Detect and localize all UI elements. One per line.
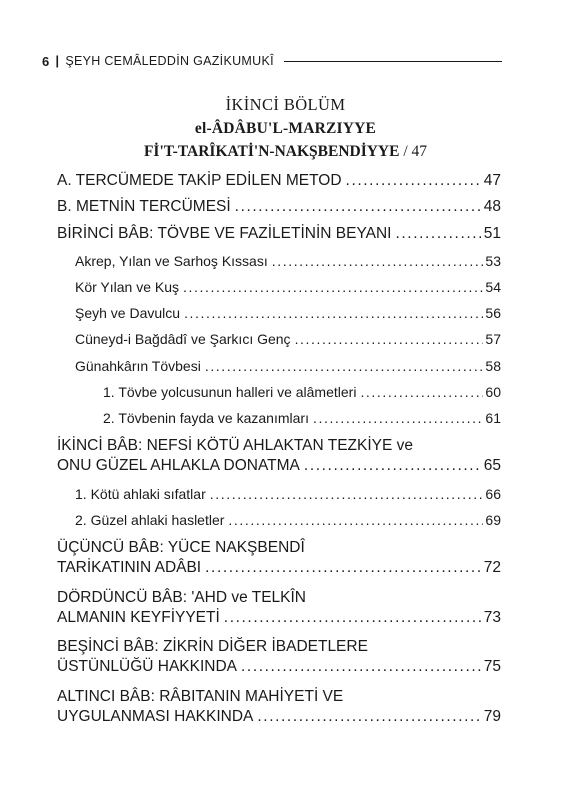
toc-entry-page: 61 xyxy=(485,409,501,426)
toc-entry xyxy=(57,271,501,297)
toc-entry-page: 60 xyxy=(485,383,501,400)
toc-entry-line-2 xyxy=(57,658,501,676)
toc-entry xyxy=(57,678,501,728)
header-separator: | xyxy=(55,54,60,68)
toc-entry xyxy=(57,579,501,629)
toc-entry-page: 51 xyxy=(483,224,501,242)
toc-entry-label-line-1: DÖRDÜNCÜ BÂB: 'AHD ve TELKÎN xyxy=(57,588,306,606)
toc-entry xyxy=(57,349,501,375)
toc-entry-page: 75 xyxy=(483,658,501,676)
toc-entry-label: 2. Güzel ahlaki hasletler xyxy=(75,511,225,528)
toc-entry xyxy=(57,477,501,503)
toc-leader-dots xyxy=(228,512,483,528)
toc-entry-page: 57 xyxy=(485,331,501,348)
toc-entry-page: 73 xyxy=(483,608,501,626)
toc-entry-label: 2. Tövbenin fayda ve kazanımları xyxy=(103,409,309,426)
toc-leader-dots xyxy=(224,609,482,627)
toc-entry xyxy=(57,629,501,679)
toc-entry-label: A. TERCÜMEDE TAKİP EDİLEN METOD xyxy=(57,172,342,190)
toc-entry-page: 56 xyxy=(485,305,501,322)
toc-entry-label-line-1: ÜÇÜNCÜ BÂB: YÜCE NAKŞBENDÎ xyxy=(57,539,305,557)
toc-entry-label-line-1: BEŞİNCİ BÂB: ZİKRİN DİĞER İBADETLERE xyxy=(57,638,368,656)
toc-entry-label-line-2: UYGULANMASI HAKKINDA xyxy=(57,707,254,725)
toc-entry xyxy=(57,323,501,349)
work-title-line-1: el-ÂDÂBU'L-MARZIYYE xyxy=(194,120,377,137)
toc-entry-label: BİRİNCİ BÂB: TÖVBE VE FAZİLETİNİN BEYANI xyxy=(57,224,392,242)
section-title: İKİNCİ BÖLÜM xyxy=(225,95,346,114)
toc-leader-dots xyxy=(235,198,482,216)
toc-leader-dots xyxy=(210,486,484,502)
toc-leader-dots xyxy=(313,410,483,426)
toc-leader-dots xyxy=(205,559,482,577)
toc-entry-line-2 xyxy=(57,457,501,475)
work-title-text: Fİ'T-TARÎKATİ'N-NAKŞBENDİYYE xyxy=(143,143,400,160)
toc-entry xyxy=(57,428,501,478)
toc-leader-dots xyxy=(395,225,481,243)
toc-entry-line-2 xyxy=(57,708,501,726)
toc-entry xyxy=(57,504,501,530)
toc-entry-label: Şeyh ve Davulcu xyxy=(75,305,181,322)
work-title-page: / 47 xyxy=(399,143,428,160)
toc-entry-line-2 xyxy=(57,559,501,577)
toc-entry-label: 1. Tövbe yolcusunun halleri ve alâmetleri xyxy=(103,383,357,400)
running-title: ŞEYH CEMÂLEDDİN GAZİKUMUKÎ xyxy=(65,54,274,68)
toc-leader-dots xyxy=(184,305,483,321)
toc-entry-page: 47 xyxy=(483,172,501,190)
toc-entry-label-line-2: ALMANIN KEYFİYYETİ xyxy=(57,608,220,626)
toc-entry xyxy=(57,166,501,192)
work-title-line-2 xyxy=(0,143,571,161)
toc-entry xyxy=(57,402,501,428)
toc-leader-dots xyxy=(257,708,481,726)
toc-leader-dots xyxy=(304,457,482,475)
toc-leader-dots xyxy=(360,384,483,400)
toc-entry-page: 72 xyxy=(483,559,501,577)
toc-entry-label-line-1: İKİNCİ BÂB: NEFSİ KÖTÜ AHLAKTAN TEZKİYE ve xyxy=(57,437,414,455)
toc-leader-dots xyxy=(241,658,482,676)
toc-entry-label: 1. Kötü ahlaki sıfatlar xyxy=(75,485,206,502)
toc-entry-page: 69 xyxy=(485,511,501,528)
toc-entry-page: 53 xyxy=(485,252,501,269)
toc-entry-label: Günahkârın Tövbesi xyxy=(75,357,201,374)
toc-entry xyxy=(57,297,501,323)
toc-entry-page: 65 xyxy=(483,457,501,475)
toc-entry-line-2 xyxy=(57,609,501,627)
toc-leader-dots xyxy=(205,358,484,374)
toc-entry-page: 54 xyxy=(485,278,501,295)
toc-entry-label: Kör Yılan ve Kuş xyxy=(75,278,180,295)
header-rule xyxy=(284,61,502,62)
toc-leader-dots xyxy=(346,172,482,190)
toc-entry-page: 58 xyxy=(485,357,501,374)
toc-entry-label-line-1: ALTINCI BÂB: RÂBITANIN MAHİYETİ VE xyxy=(57,687,344,705)
toc-leader-dots xyxy=(295,331,484,347)
toc-entry xyxy=(57,218,501,244)
toc-entry-label-line-2: TARİKATININ ADÂBI xyxy=(57,559,202,577)
toc-entry-page: 79 xyxy=(483,707,501,725)
toc-entry-label: Akrep, Yılan ve Sarhoş Kıssası xyxy=(75,252,268,269)
toc-entry-label-line-2: ÜSTÜNLÜĞÜ HAKKINDA xyxy=(57,658,237,676)
toc-entry-label: Cüneyd-i Bağdâdî ve Şarkıcı Genç xyxy=(75,331,291,348)
toc-entry-label-line-2: ONU GÜZEL AHLAKLA DONATMA xyxy=(57,457,300,475)
table-of-contents xyxy=(57,166,501,728)
toc-entry-label: B. METNİN TERCÜMESİ xyxy=(57,198,231,216)
toc-leader-dots xyxy=(183,279,483,295)
page-number: 6 xyxy=(42,53,50,69)
toc-leader-dots xyxy=(272,253,484,269)
toc-entry-page: 48 xyxy=(483,198,501,216)
toc-entry xyxy=(57,376,501,402)
running-header xyxy=(42,52,502,70)
toc-entry xyxy=(57,530,501,580)
toc-entry xyxy=(57,192,501,218)
toc-entry-page: 66 xyxy=(485,485,501,502)
toc-entry xyxy=(57,245,501,271)
